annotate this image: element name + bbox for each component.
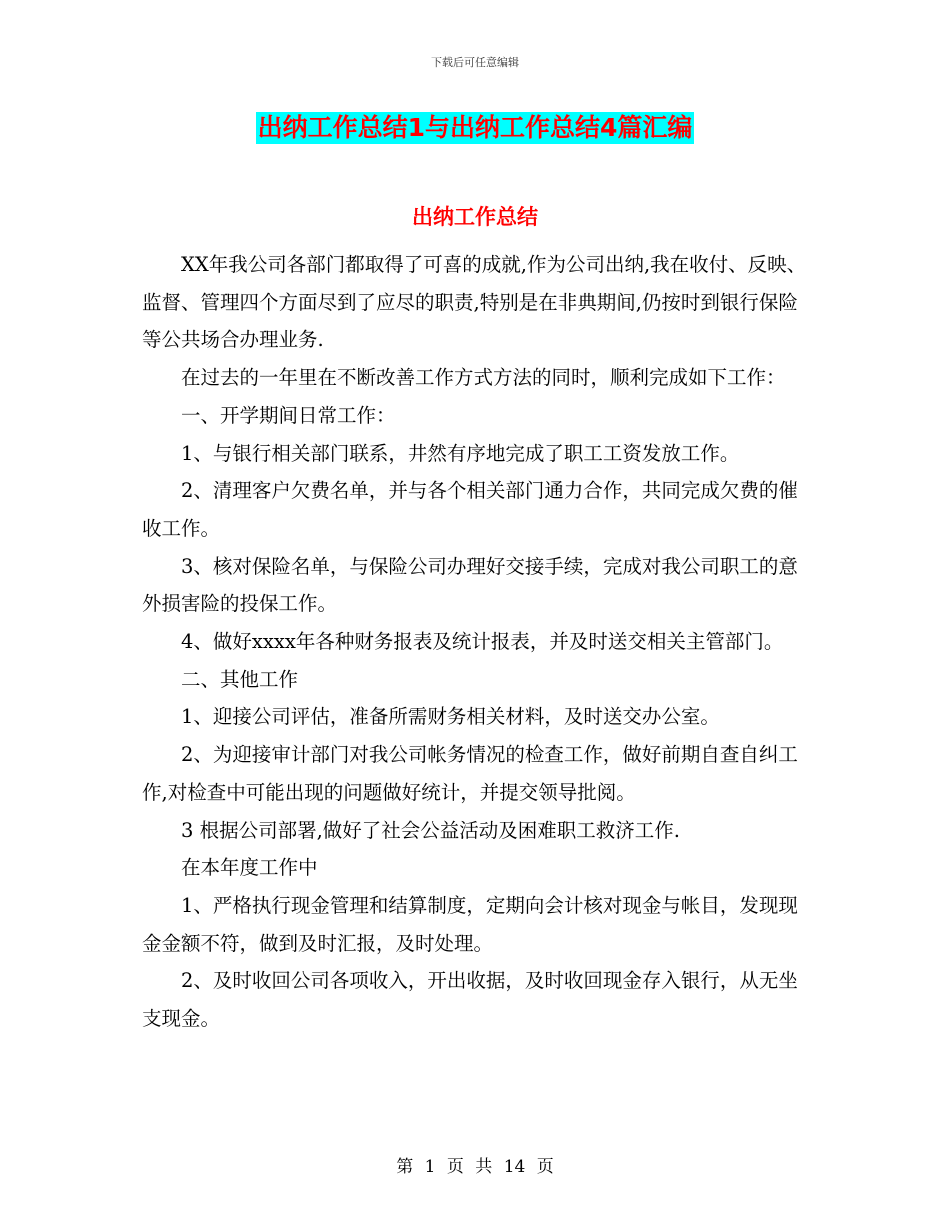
total-prefix: 共 <box>475 1157 493 1177</box>
document-title-wrapper <box>0 112 950 144</box>
paragraph: 4、做好xxxx年各种财务报表及统计报表，并及时送交相关主管部门。 <box>181 630 784 654</box>
header-note: 下载后可任意编辑 <box>431 56 519 69</box>
page-footer <box>0 1152 950 1177</box>
total-unit: 页 <box>536 1157 554 1177</box>
paragraph: 3 根据公司部署,做好了社会公益活动及困难职工救济工作. <box>181 818 681 842</box>
page-prefix: 第 <box>396 1157 414 1177</box>
paragraph: 一、开学期间日常工作： <box>181 403 396 427</box>
paragraph: 二、其他工作 <box>181 667 299 691</box>
paragraph: 在本年度工作中 <box>181 856 318 880</box>
section-title: 出纳工作总结 <box>412 205 538 229</box>
page-unit: 页 <box>446 1157 464 1177</box>
paragraph: 2、清理客户欠费名单，并与各个相关部门通力合作，共同完成欠费的催收工作。 <box>142 479 798 540</box>
page-number: 1 <box>424 1157 436 1177</box>
document-title: 出纳工作总结1与出纳工作总结4篇汇编 <box>257 113 693 142</box>
paragraph: 2、及时收回公司各项收入，开出收据，及时收回现金存入银行，从无坐支现金。 <box>142 969 798 1031</box>
paragraph: 1、迎接公司评估，准备所需财务相关材料，及时送交办公室。 <box>181 705 720 729</box>
paragraph: 在过去的一年里在不断改善工作方式方法的同时，顺利完成如下工作： <box>181 366 786 390</box>
paragraph: 1、与银行相关部门联系，井然有序地完成了职工工资发放工作。 <box>181 441 740 465</box>
paragraph: 2、为迎接审计部门对我公司帐务情况的检查工作，做好前期自查自纠工作,对检查中可能出现的问题做好统计，并提交领导批阅。 <box>142 743 798 804</box>
document-body <box>142 246 808 1038</box>
paragraph: 1、严格执行现金管理和结算制度，定期向会计核对现金与帐目，发现现金金额不符，做到及时汇报，及时处理。 <box>142 893 798 955</box>
paragraph: 3、核对保险名单，与保险公司办理好交接手续，完成对我公司职工的意外损害险的投保工作。 <box>142 554 798 616</box>
total-pages: 14 <box>503 1157 526 1177</box>
paragraph: XX年我公司各部门都取得了可喜的成就,作为公司出纳,我在收付、反映、监督、管理四个方面尽到了应尽的职责,特别是在非典期间,仍按时到银行保险等公共场合办理业务. <box>142 253 807 352</box>
